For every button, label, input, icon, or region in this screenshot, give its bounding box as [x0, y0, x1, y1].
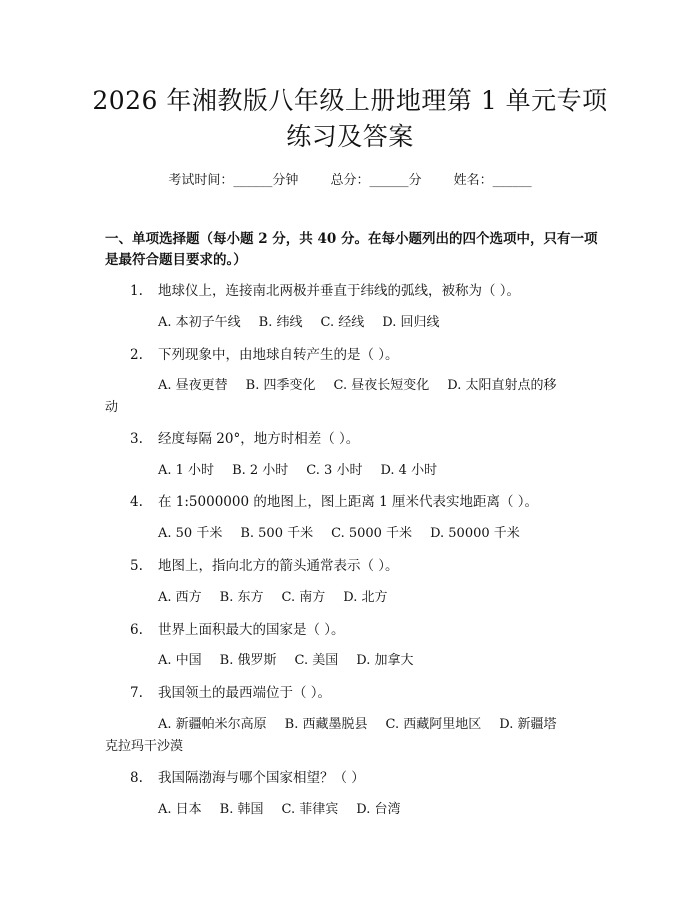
option-c: C. 3 小时 — [306, 463, 363, 478]
option-c: C. 美国 — [294, 653, 339, 668]
page-title-line2: 练习及答案 — [286, 122, 414, 151]
option-b: B. 东方 — [219, 590, 264, 605]
question-number: 6. — [130, 622, 143, 638]
option-a: A. 本初子午线 — [158, 315, 241, 330]
option-b: B. 500 千米 — [240, 526, 314, 541]
question-1 — [130, 281, 610, 301]
option-c: C. 经线 — [320, 315, 365, 330]
question-8 — [130, 768, 610, 788]
option-b: B. 2 小时 — [232, 463, 289, 478]
question-text: 世界上面积最大的国家是（ ）。 — [158, 622, 345, 638]
option-d: D. 太阳直射点的移 — [447, 378, 557, 393]
option-d: D. 新疆塔 — [499, 717, 557, 732]
question-number: 5. — [130, 558, 143, 574]
option-d: D. 北方 — [343, 590, 388, 605]
question-5 — [130, 556, 610, 576]
question-3-options — [158, 461, 437, 481]
exam-meta — [0, 169, 700, 188]
question-6-options — [158, 651, 413, 671]
question-1-options — [158, 313, 439, 333]
option-a: A. 西方 — [158, 590, 202, 605]
section-heading-line1: 一、单项选择题（每小题 2 分，共 40 分。在每小题列出的四个选项中，只有一项 — [105, 231, 598, 247]
question-number: 8. — [130, 770, 143, 786]
page-title: 2026 年湘教版八年级上册地理第 1 单元专项 — [92, 86, 608, 115]
question-number: 7. — [130, 685, 143, 701]
option-c: C. 南方 — [281, 590, 326, 605]
total-score-field: 总分：______分 — [330, 173, 422, 188]
option-b: B. 俄罗斯 — [219, 653, 277, 668]
option-a: A. 昼夜更替 — [158, 378, 228, 393]
question-6 — [130, 620, 610, 640]
option-b: B. 纬线 — [258, 315, 303, 330]
option-b: B. 韩国 — [219, 802, 264, 817]
section-heading-line2: 是最符合题目要求的。） — [105, 252, 247, 268]
student-name-field: 姓名：______ — [453, 173, 532, 188]
question-text: 地图上，指向北方的箭头通常表示（ ）。 — [158, 558, 399, 574]
option-c: C. 西藏阿里地区 — [385, 717, 482, 732]
question-4 — [130, 492, 610, 512]
question-4-options — [158, 524, 520, 544]
option-a: A. 中国 — [158, 653, 202, 668]
option-a: A. 日本 — [158, 802, 202, 817]
section-heading — [105, 229, 605, 271]
question-number: 4. — [130, 494, 143, 510]
option-a: A. 新疆帕米尔高原 — [158, 717, 267, 732]
question-2-options — [158, 376, 556, 396]
option-b: B. 四季变化 — [245, 378, 316, 393]
option-b: B. 西藏墨脱县 — [284, 717, 368, 732]
question-3 — [130, 429, 610, 449]
option-d: D. 台湾 — [356, 802, 401, 817]
option-c: C. 昼夜长短变化 — [333, 378, 430, 393]
question-text: 经度每隔 20°，地方时相差（ ）。 — [158, 431, 360, 447]
question-5-options — [158, 588, 387, 608]
question-text: 地球仪上，连接南北两极并垂直于纬线的弧线，被称为（ ）。 — [158, 283, 521, 299]
question-7-options — [158, 715, 556, 735]
question-2 — [130, 345, 610, 365]
option-wrap: 动 — [105, 400, 119, 415]
exam-time-field: 考试时间：______分钟 — [168, 173, 299, 188]
question-number: 3. — [130, 431, 143, 447]
question-7 — [130, 683, 610, 703]
question-number: 1. — [130, 283, 143, 299]
option-c: C. 菲律宾 — [281, 802, 339, 817]
option-a: A. 50 千米 — [158, 526, 223, 541]
option-c: C. 5000 千米 — [331, 526, 413, 541]
option-a: A. 1 小时 — [158, 463, 215, 478]
question-number: 2. — [130, 347, 143, 363]
option-d: D. 加拿大 — [356, 653, 414, 668]
question-text: 下列现象中，由地球自转产生的是（ ）。 — [158, 347, 399, 363]
option-d: D. 4 小时 — [380, 463, 438, 478]
question-8-options — [158, 800, 400, 820]
question-text: 我国隔渤海与哪个国家相望？（ ） — [158, 770, 365, 786]
question-text: 在 1:5000000 的地图上，图上距离 1 厘米代表实地距离（ ）。 — [158, 494, 539, 510]
question-text: 我国领土的最西端位于（ ）。 — [158, 685, 332, 701]
option-wrap: 克拉玛干沙漠 — [105, 739, 184, 754]
option-d: D. 回归线 — [382, 315, 440, 330]
option-d: D. 50000 千米 — [430, 526, 520, 541]
